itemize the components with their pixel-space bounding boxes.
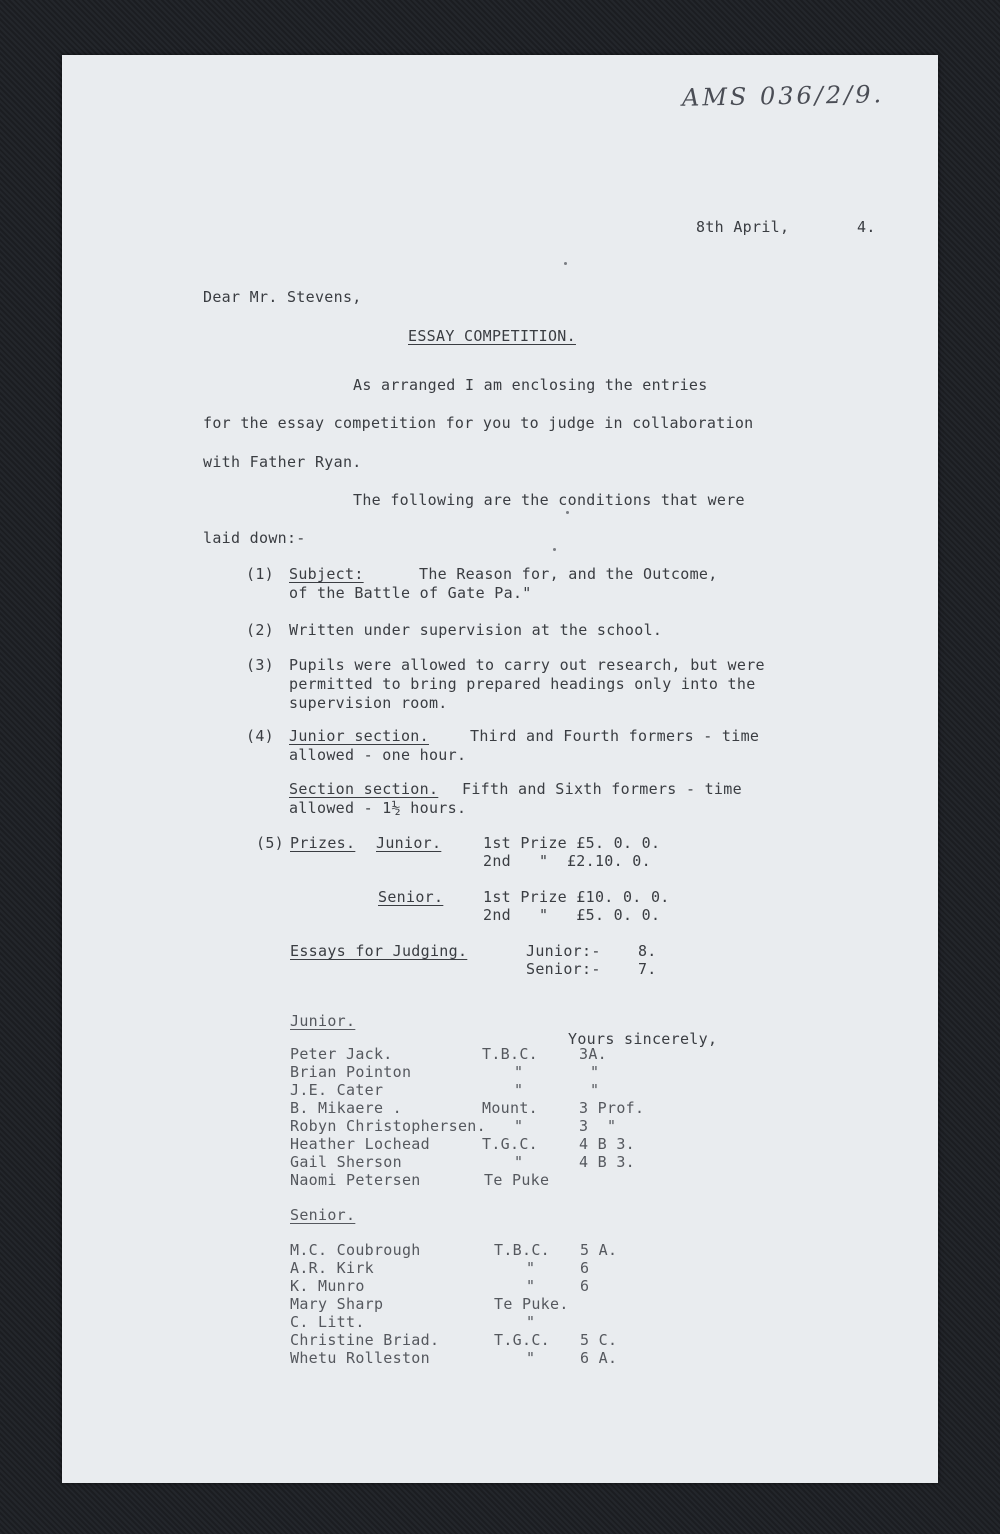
salutation: Dear Mr. Stevens,: [203, 288, 362, 306]
para1-line3: with Father Ryan.: [203, 453, 362, 471]
junior-row-7-form: 4 B 3.: [579, 1153, 635, 1171]
senior-row-3-school: ": [526, 1277, 536, 1295]
prizes-label: Prizes.: [290, 834, 356, 852]
junior-row-4-name: B. Mikaere .: [290, 1099, 402, 1117]
senior-row-2-form: 6: [580, 1259, 590, 1277]
junior-row-4-form: 3 Prof.: [579, 1099, 645, 1117]
junior-row-2-name: Brian Pointon: [290, 1063, 412, 1081]
junior-row-8-school: Te Puke: [484, 1171, 550, 1189]
condition-3-text-line1: Pupils were allowed to carry out research, but were: [289, 656, 765, 674]
senior-row-3-form: 6: [580, 1277, 590, 1295]
condition-1-text-line1: The Reason for, and the Outcome,: [419, 565, 718, 583]
paper-speck: [553, 548, 556, 551]
senior-row-1-name: M.C. Coubrough: [290, 1241, 421, 1259]
prizes-senior-second: 2nd " £5. 0. 0.: [483, 906, 661, 924]
prizes-junior-second: 2nd " £2.10. 0.: [483, 852, 651, 870]
junior-row-8-name: Naomi Petersen: [290, 1171, 421, 1189]
condition-2-text: Written under supervision at the school.: [289, 621, 663, 639]
junior-row-1-name: Peter Jack.: [290, 1045, 393, 1063]
para1-line2: for the essay competition for you to judge in collaboration: [203, 414, 754, 432]
junior-row-7-school: ": [514, 1153, 524, 1171]
prizes-senior-label: Senior.: [378, 888, 444, 906]
condition-4-number: (4): [246, 727, 274, 745]
junior-row-7-name: Gail Sherson: [290, 1153, 402, 1171]
junior-row-1-school: T.B.C.: [482, 1045, 538, 1063]
condition-2-number: (2): [246, 621, 274, 639]
essays-senior-count: Senior:- 7.: [526, 960, 657, 978]
senior-row-6-school: T.G.C.: [494, 1331, 550, 1349]
junior-row-3-school: ": [514, 1081, 524, 1099]
page-number: 4.: [857, 218, 876, 236]
prizes-junior-label: Junior.: [376, 834, 442, 852]
senior-row-2-school: ": [526, 1259, 536, 1277]
senior-row-7-form: 6 A.: [580, 1349, 618, 1367]
letter-date: 8th April,: [696, 218, 790, 236]
condition-4-senior-text-line2: allowed - 1½ hours.: [289, 799, 467, 817]
junior-row-6-school: T.G.C.: [482, 1135, 538, 1153]
prizes-senior-first: 1st Prize £10. 0. 0.: [483, 888, 670, 906]
junior-row-5-school: ": [514, 1117, 524, 1135]
junior-row-2-form: ": [590, 1063, 600, 1081]
junior-row-5-form: 3 ": [579, 1117, 617, 1135]
senior-row-2-name: A.R. Kirk: [290, 1259, 374, 1277]
junior-row-6-name: Heather Lochead: [290, 1135, 430, 1153]
letter-page: [62, 55, 938, 1483]
senior-row-1-school: T.B.C.: [494, 1241, 550, 1259]
senior-row-5-name: C. Litt.: [290, 1313, 365, 1331]
condition-1-number: (1): [246, 565, 274, 583]
closing: Yours sincerely,: [568, 1030, 718, 1048]
condition-3-number: (3): [246, 656, 274, 674]
senior-row-3-name: K. Munro: [290, 1277, 365, 1295]
condition-3-text-line2: permitted to bring prepared headings only into the: [289, 675, 756, 693]
prizes-number: (5): [256, 834, 284, 852]
condition-4-senior-text-line1: Fifth and Sixth formers - time: [462, 780, 742, 798]
senior-row-7-name: Whetu Rolleston: [290, 1349, 430, 1367]
junior-list-heading: Junior.: [290, 1012, 356, 1030]
condition-1-label: Subject:: [289, 565, 364, 583]
essays-junior-count: Junior:- 8.: [526, 942, 657, 960]
archive-reference: AMS 036/2/9.: [681, 80, 885, 112]
junior-row-3-form: ": [590, 1081, 600, 1099]
junior-row-1-form: 3A.: [579, 1045, 607, 1063]
senior-row-4-name: Mary Sharp: [290, 1295, 384, 1313]
letter-heading: ESSAY COMPETITION.: [408, 327, 576, 345]
junior-row-6-form: 4 B 3.: [579, 1135, 635, 1153]
para1-line1: As arranged I am enclosing the entries: [353, 376, 708, 394]
junior-row-4-school: Mount.: [482, 1099, 538, 1117]
paper-speck: [564, 262, 567, 265]
senior-list-heading: Senior.: [290, 1206, 356, 1224]
condition-4-junior-label: Junior section.: [289, 727, 429, 745]
senior-row-6-form: 5 C.: [580, 1331, 618, 1349]
condition-1-text-line2: of the Battle of Gate Pa.": [289, 584, 532, 602]
senior-row-6-name: Christine Briad.: [290, 1331, 440, 1349]
condition-4-senior-label: Section section.: [289, 780, 439, 798]
senior-row-1-form: 5 A.: [580, 1241, 618, 1259]
senior-row-7-school: ": [526, 1349, 536, 1367]
senior-row-5-school: ": [526, 1313, 536, 1331]
condition-4-junior-text-line2: allowed - one hour.: [289, 746, 467, 764]
senior-row-4-school: Te Puke.: [494, 1295, 569, 1313]
para2-line1: The following are the conditions that were: [353, 491, 745, 509]
condition-3-text-line3: supervision room.: [289, 694, 448, 712]
paper-speck: [566, 511, 569, 514]
junior-row-5-name: Robyn Christophersen.: [290, 1117, 486, 1135]
para2-line2: laid down:-: [203, 529, 306, 547]
junior-row-2-school: ": [514, 1063, 524, 1081]
prizes-junior-first: 1st Prize £5. 0. 0.: [483, 834, 661, 852]
condition-4-junior-text-line1: Third and Fourth formers - time: [470, 727, 760, 745]
junior-row-3-name: J.E. Cater: [290, 1081, 384, 1099]
essays-label: Essays for Judging.: [290, 942, 468, 960]
